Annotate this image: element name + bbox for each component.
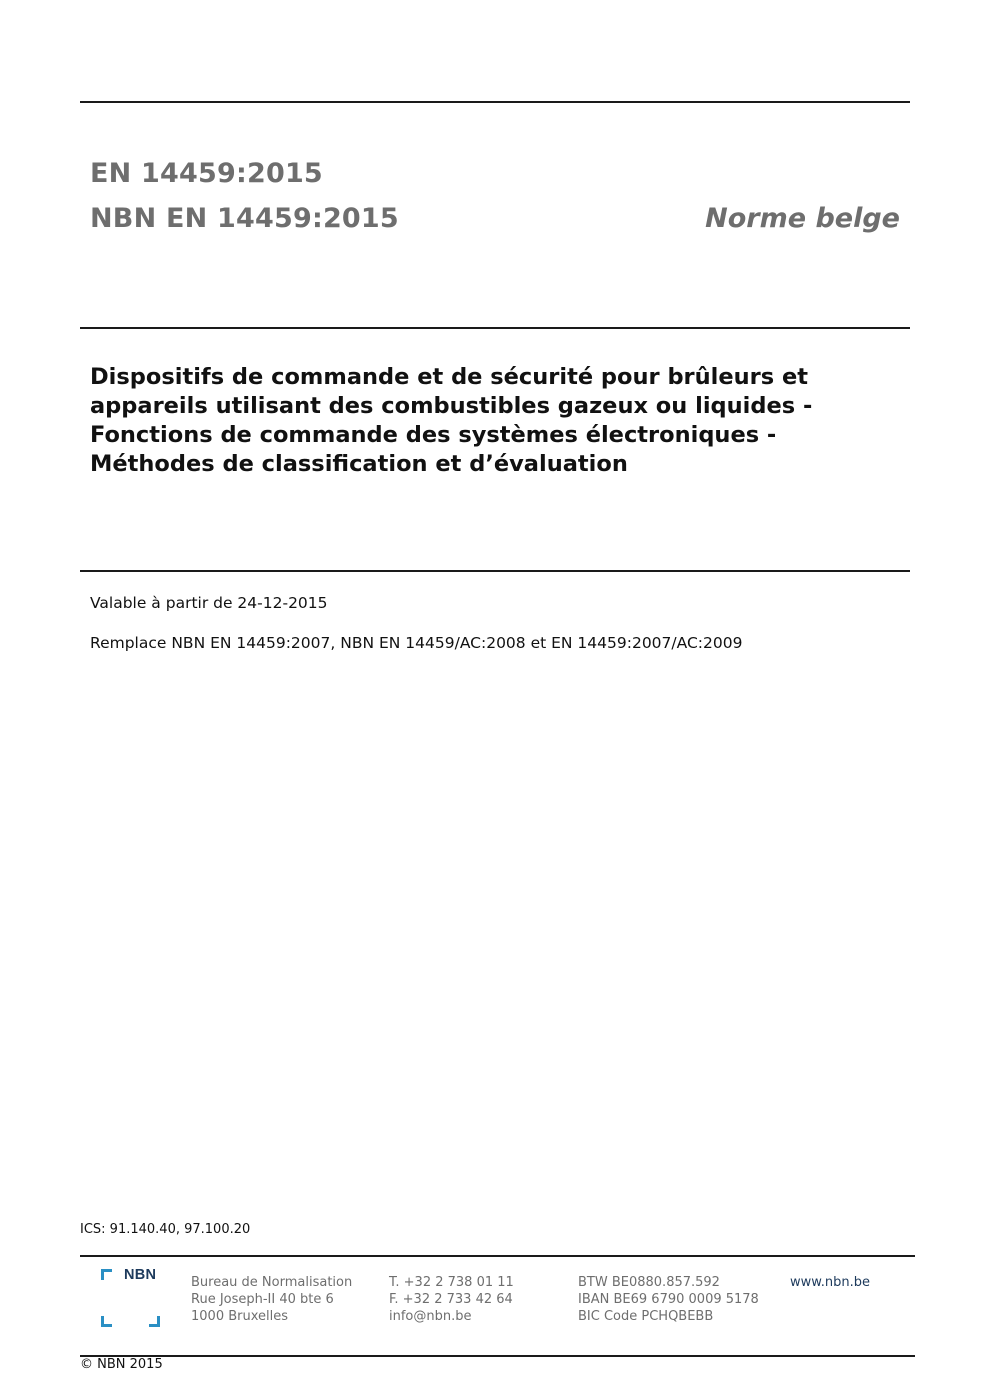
document-type-label: Norme belge bbox=[705, 203, 900, 234]
title-line: Fonctions de commande des systèmes électroniques - bbox=[90, 422, 777, 448]
valid-from-text: Valable à partir de 24-12-2015 bbox=[90, 594, 328, 612]
top-rule bbox=[80, 101, 910, 103]
footer-bottom-rule bbox=[80, 1355, 915, 1357]
title-line: Méthodes de classification et d’évaluation bbox=[90, 451, 628, 477]
bank-iban: IBAN BE69 6790 0009 5178 bbox=[578, 1292, 759, 1307]
nbn-logo bbox=[101, 1269, 161, 1329]
address-line: Rue Joseph-II 40 bte 6 bbox=[191, 1292, 334, 1307]
footer-bank bbox=[578, 1274, 759, 1325]
footer-contact bbox=[389, 1274, 514, 1325]
address-line: 1000 Bruxelles bbox=[191, 1309, 289, 1324]
standard-code-nbn: NBN EN 14459:2015 bbox=[90, 203, 399, 234]
footer-top-rule bbox=[80, 1255, 915, 1257]
address-line: Bureau de Normalisation bbox=[191, 1275, 353, 1290]
standard-code-en: EN 14459:2015 bbox=[90, 158, 323, 189]
copyright-text: © NBN 2015 bbox=[80, 1357, 163, 1372]
document-title bbox=[90, 363, 880, 479]
logo-wordmark: NBN bbox=[124, 1267, 157, 1283]
title-top-rule bbox=[80, 327, 910, 329]
contact-email[interactable]: info@nbn.be bbox=[389, 1309, 472, 1324]
ics-codes: ICS: 91.140.40, 97.100.20 bbox=[80, 1222, 251, 1237]
website-link[interactable]: www.nbn.be bbox=[790, 1275, 870, 1290]
meta-top-rule bbox=[80, 570, 910, 572]
footer-address bbox=[191, 1274, 352, 1325]
logo-corner-bottom-right bbox=[149, 1316, 160, 1327]
contact-fax: F. +32 2 733 42 64 bbox=[389, 1292, 513, 1307]
title-line: appareils utilisant des combustibles gazeux ou liquides - bbox=[90, 393, 813, 419]
bank-vat: BTW BE0880.857.592 bbox=[578, 1275, 720, 1290]
title-line: Dispositifs de commande et de sécurité pour brûleurs et bbox=[90, 364, 808, 390]
contact-phone: T. +32 2 738 01 11 bbox=[389, 1275, 514, 1290]
logo-corner-bottom-left bbox=[101, 1316, 112, 1327]
bank-bic: BIC Code PCHQBEBB bbox=[578, 1309, 714, 1324]
logo-corner-top-left bbox=[101, 1269, 112, 1280]
replaces-text: Remplace NBN EN 14459:2007, NBN EN 14459/AC:2008 et EN 14459:2007/AC:2009 bbox=[90, 634, 743, 652]
